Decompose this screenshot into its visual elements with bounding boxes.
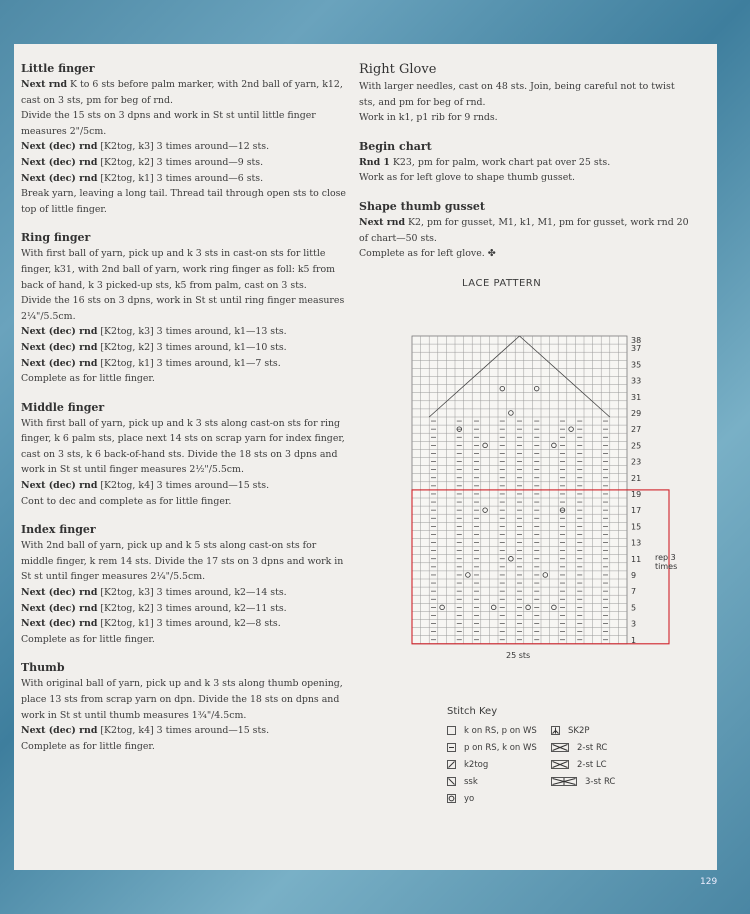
instruction-text: of chart—50 sts. [359, 232, 437, 244]
stitch-key-label: ssk [464, 777, 478, 787]
section-right-glove [359, 62, 679, 126]
instruction-line [21, 155, 351, 171]
instruction-text: [K2tog, k1] 3 times around—6 sts. [97, 172, 264, 184]
instruction-label: Next (dec) rnd [21, 587, 98, 599]
stitch-key-label: 2-st LC [577, 760, 607, 770]
stitch-key-label: 3-st RC [585, 777, 616, 787]
instruction-text: 2¼"/5.5cm. [21, 310, 76, 322]
instruction-line [21, 569, 351, 585]
instruction-text: Divide the 15 sts on 3 dpns and work in St st until little finger [21, 110, 316, 122]
stitch-key-label: yo [464, 794, 475, 804]
row-number-label: 25 [631, 441, 642, 451]
section-heading: Shape thumb gusset [359, 199, 485, 213]
left-column [21, 62, 351, 768]
instruction-text: With 2nd ball of yarn, pick up and k 5 sts along cast-on sts for [21, 540, 317, 552]
yo-symbol-icon [447, 794, 456, 803]
k2tog-symbol-icon [447, 760, 456, 769]
stitch-key [447, 706, 687, 804]
instruction-text: Cont to dec and complete as for little finger. [21, 495, 232, 507]
instruction-line [21, 371, 351, 387]
instruction-line [359, 170, 679, 186]
instruction-label: Next (dec) rnd [21, 172, 98, 184]
section-ring-finger [21, 231, 351, 386]
instruction-line [359, 79, 679, 95]
instruction-text: Complete as for little finger. [21, 373, 155, 385]
chart-grid [396, 270, 696, 690]
instruction-text: top of little finger. [21, 203, 107, 215]
stitch-key-label: SK2P [568, 726, 590, 736]
instruction-text: Work as for left glove to shape thumb gusset. [359, 172, 576, 184]
chart-title: LACE PATTERN [462, 278, 542, 289]
instruction-line [21, 601, 351, 617]
instruction-text: [K2tog, k3] 3 times around—12 sts. [97, 141, 270, 153]
row-number-label: 13 [631, 538, 642, 548]
instruction-line [21, 262, 351, 278]
instruction-text: With first ball of yarn, pick up and k 3 sts along cast-on sts for ring [21, 417, 341, 429]
stitch-key-item [551, 760, 607, 770]
instruction-text: place 13 sts from scrap yarn on dpn. Divide the 18 sts on dpns and [21, 694, 340, 705]
instruction-text: [K2tog, k1] 3 times around, k2—8 sts. [97, 618, 281, 630]
row-number-label: 38 [631, 336, 642, 346]
instruction-line [21, 293, 351, 309]
instruction-line [21, 356, 351, 372]
row-number-label: 1 [631, 635, 637, 645]
row-number-label: 11 [631, 554, 642, 564]
instruction-text: Complete as for little finger. [21, 633, 155, 645]
instruction-text: [K2tog, k3] 3 times around, k2—14 sts. [97, 587, 287, 599]
rc-symbol-icon [551, 743, 569, 752]
instruction-text: sts, and pm for beg of rnd. [359, 96, 486, 108]
repeat-label: rep 3 [655, 552, 676, 562]
instruction-text: cast on 3 sts, pm for beg of rnd. [21, 94, 173, 106]
instruction-text: [K2tog, k2] 3 times around—9 sts. [97, 156, 264, 168]
stitch-key-label: p on RS, k on WS [464, 743, 537, 753]
instruction-text: Divide the 16 sts on 3 dpns, work in St st until ring finger measures [21, 295, 345, 307]
instruction-line [359, 246, 679, 262]
instruction-line [21, 723, 351, 739]
stitch-key-item [551, 726, 590, 736]
instruction-label: Next rnd [359, 216, 406, 228]
instruction-line [359, 231, 679, 247]
section-thumb [21, 661, 351, 754]
instruction-text: back of hand, k 3 picked-up sts, k5 from palm, cast on 3 sts. [21, 279, 307, 291]
instruction-text: K2, pm for gusset, M1, k1, M1, pm for gusset, work rnd 20 [405, 216, 689, 228]
instruction-text: [K2tog, k2] 3 times around, k2—11 sts. [97, 602, 287, 614]
instruction-line [21, 585, 351, 601]
instruction-line [21, 124, 351, 140]
row-number-label: 15 [631, 522, 642, 532]
row-number-label: 35 [631, 360, 642, 370]
instruction-text: With first ball of yarn, pick up and k 3 sts in cast-on sts for little [21, 248, 326, 260]
row-number-label: 27 [631, 425, 642, 435]
row-number-label: 5 [631, 603, 637, 613]
row-number-label: 19 [631, 490, 642, 499]
rc3-symbol-icon [551, 777, 577, 786]
section-heading: Right Glove [359, 62, 437, 77]
row-number-label: 3 [631, 619, 637, 629]
row-number-label: 31 [631, 392, 642, 402]
stitch-key-label: 2-st RC [577, 743, 608, 753]
instruction-text: Work in k1, p1 rib for 9 rnds. [359, 112, 498, 124]
instruction-line [359, 155, 679, 171]
instruction-text: K23, pm for palm, work chart pat over 25 sts. [389, 156, 611, 168]
instruction-line [21, 447, 351, 463]
stitch-count-label: 25 sts [506, 650, 531, 660]
instruction-line [21, 340, 351, 356]
stitch-key-item [447, 760, 488, 770]
stitch-key-title: Stitch Key [447, 706, 498, 717]
instruction-label: Next (dec) rnd [21, 480, 98, 492]
stitch-key-item [551, 777, 615, 787]
instruction-text: [K2tog, k4] 3 times around—15 sts. [97, 480, 270, 492]
instruction-line [21, 676, 351, 692]
instruction-label: Next (dec) rnd [21, 156, 98, 168]
instruction-line [21, 739, 351, 755]
row-number-label: 37 [631, 344, 642, 354]
stitch-key-item [551, 743, 607, 753]
instruction-line [21, 416, 351, 432]
instruction-line [21, 554, 351, 570]
instruction-text: finger, k 6 palm sts, place next 14 sts on scrap yarn for index finger, [21, 433, 345, 445]
row-number-label: 9 [631, 571, 637, 580]
lace-pattern-chart [396, 270, 696, 690]
instruction-line [21, 278, 351, 294]
right-column [359, 62, 689, 276]
instruction-line [21, 186, 351, 202]
section-middle-finger [21, 401, 351, 510]
instruction-line [359, 95, 679, 111]
instruction-text: finger, k31, with 2nd ball of yarn, work ring finger as foll: k5 from [21, 263, 335, 275]
instruction-text: work in St st until thumb measures 1¾"/4.5cm. [21, 709, 247, 721]
instruction-line [21, 431, 351, 447]
instruction-text: middle finger, k rem 14 sts. Divide the 17 sts on 3 dpns and work in [21, 555, 344, 567]
instruction-text: cast on 3 sts, k 6 back-of-hand sts. Divide the 18 sts on 3 dpns and [21, 448, 338, 460]
instruction-text: measures 2"/5cm. [21, 125, 107, 137]
instruction-line [359, 215, 689, 231]
instruction-text: [K2tog, k3] 3 times around, k1—13 sts. [97, 326, 287, 338]
instruction-line [21, 108, 351, 124]
instruction-line [21, 462, 351, 478]
lc-symbol-icon [551, 760, 569, 769]
instruction-label: Next (dec) rnd [21, 341, 98, 353]
row-number-label: 23 [631, 457, 642, 467]
instruction-text: Complete as for left glove. ✤ [359, 248, 496, 260]
section-heading: Thumb [21, 661, 65, 675]
section-heading: Middle finger [21, 400, 105, 414]
row-number-label: 21 [631, 473, 642, 483]
instruction-label: Rnd 1 [359, 156, 390, 168]
section-heading: Begin chart [359, 139, 432, 153]
instruction-line [21, 616, 351, 632]
instruction-text: [K2tog, k1] 3 times around, k1—7 sts. [97, 357, 281, 369]
section-shape-thumb-gusset [359, 199, 689, 262]
instruction-label: Next (dec) rnd [21, 357, 98, 369]
instruction-line [21, 93, 351, 109]
instruction-line [21, 202, 351, 218]
instruction-text: K to 6 sts before palm marker, with 2nd ball of yarn, k12, [67, 79, 343, 90]
ssk-symbol-icon [447, 777, 456, 786]
section-little-finger [21, 62, 351, 217]
repeat-label-times: times [655, 561, 678, 571]
instruction-line [21, 538, 351, 554]
sk2p-symbol-icon [551, 726, 560, 735]
stitch-key-item [447, 794, 474, 804]
instruction-label: Next (dec) rnd [21, 618, 98, 630]
instruction-line [359, 110, 679, 126]
instruction-label: Next (dec) rnd [21, 141, 98, 153]
instruction-line [21, 324, 351, 340]
instruction-line [21, 246, 351, 262]
instruction-line [21, 494, 351, 510]
instruction-line [21, 632, 351, 648]
instruction-text: St st until finger measures 2¼"/5.5cm. [21, 571, 206, 583]
instruction-label: Next rnd [21, 79, 68, 90]
section-heading: Index finger [21, 523, 96, 537]
section-heading: Ring finger [21, 231, 91, 245]
instruction-line [21, 692, 351, 708]
instruction-label: Next (dec) rnd [21, 725, 98, 737]
section-heading: Little finger [21, 62, 95, 75]
instruction-line [21, 478, 351, 494]
stitch-key-item [447, 726, 537, 736]
instruction-line [21, 77, 351, 93]
stitch-key-label: k2tog [464, 760, 489, 770]
stitch-key-label: k on RS, p on WS [464, 726, 537, 736]
row-number-label: 7 [631, 587, 637, 597]
instruction-text: With original ball of yarn, pick up and k 3 sts along thumb opening, [21, 678, 343, 690]
instruction-label: Next (dec) rnd [21, 326, 98, 338]
instruction-line [21, 139, 351, 155]
instruction-text: Complete as for little finger. [21, 740, 155, 752]
section-index-finger [21, 523, 351, 647]
instruction-text: [K2tog, k4] 3 times around—15 sts. [97, 725, 270, 737]
section-begin-chart [359, 140, 679, 186]
k-symbol-icon [447, 726, 456, 735]
page-number: 129 [700, 877, 718, 887]
p-symbol-icon [447, 743, 456, 752]
instruction-text: With larger needles, cast on 48 sts. Join, being careful not to twist [359, 81, 675, 92]
instruction-text: work in St st until finger measures 2½"/5.5cm. [21, 464, 244, 476]
instruction-line [21, 171, 351, 187]
instruction-line [21, 708, 351, 724]
stitch-key-item [447, 743, 537, 753]
instruction-text: Break yarn, leaving a long tail. Thread tail through open sts to close [21, 188, 346, 200]
instruction-label: Next (dec) rnd [21, 602, 98, 614]
stitch-key-item [447, 777, 478, 787]
row-number-label: 17 [631, 506, 642, 516]
instruction-line [21, 309, 351, 325]
row-number-label: 29 [631, 409, 642, 418]
instruction-text: [K2tog, k2] 3 times around, k1—10 sts. [97, 341, 287, 353]
row-number-label: 33 [631, 376, 642, 386]
